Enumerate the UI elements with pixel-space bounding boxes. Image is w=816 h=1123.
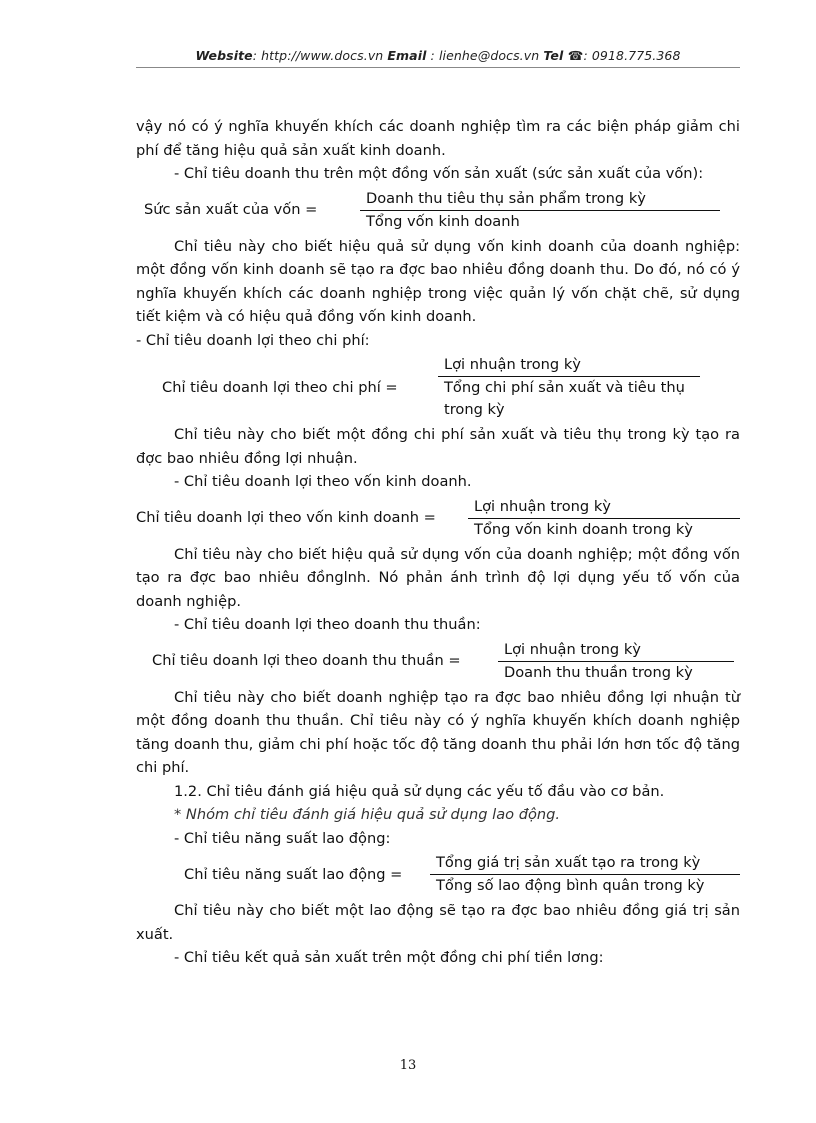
paragraph: Chỉ tiêu này cho biết hiệu quả sử dụng vốn kinh doanh của doanh nghiệp: một đồng vốn kinh doanh sẽ tạo ra đợc bao nhiêu đồng doanh thu. Do đó, nó có ý nghĩa khuyến khích các doanh nghiệp trong việc quản lý vốn chặt chẽ, sử dụng tiết kiệm và có hiệu quả đồng vốn kinh doanh.: [136, 237, 740, 325]
fraction-denominator: Doanh thu thuần trong kỳ: [498, 661, 734, 684]
fraction-numerator: Doanh thu tiêu thụ sản phẩm trong kỳ: [366, 189, 646, 207]
header-divider: [136, 67, 740, 68]
formula-label: Chỉ tiêu doanh lợi theo vốn kinh doanh =: [136, 509, 436, 527]
page-content: [136, 115, 740, 970]
website-label: Website: [195, 48, 253, 63]
section-heading: 1.2. Chỉ tiêu đánh giá hiệu quả sử dụng các yếu tố đầu vào cơ bản.: [174, 782, 665, 800]
fraction: [430, 852, 740, 897]
fraction: [438, 354, 726, 421]
formula-profit-on-cost: [162, 354, 740, 421]
fraction-numerator: Lợi nhuận trong kỳ: [444, 356, 581, 373]
formula-label: Chỉ tiêu doanh lợi theo doanh thu thuần =: [152, 652, 461, 670]
subsection-heading: * Nhóm chỉ tiêu đánh giá hiệu quả sử dụng lao động.: [174, 806, 561, 823]
formula-profit-on-capital: [136, 496, 740, 541]
paragraph: Chỉ tiêu này cho biết một đồng chi phí sản xuất và tiêu thụ trong kỳ tạo ra đợc bao nhiêu đồng lợi nhuận.: [136, 426, 740, 467]
paragraph: vậy nó có ý nghĩa khuyến khích các doanh nghiệp tìm ra các biện pháp giảm chi phí để tăng hiệu quả sản xuất kinh doanh.: [136, 118, 740, 159]
page-number: 13: [399, 1058, 417, 1073]
fraction-denominator: Tổng vốn kinh doanh trong kỳ: [468, 518, 740, 541]
formula-profit-on-revenue: [152, 639, 740, 684]
email-value[interactable]: : lienhe@docs.vn: [426, 48, 544, 63]
formula-label: Chỉ tiêu năng suất lao động =: [184, 865, 403, 883]
paragraph: - Chỉ tiêu doanh lợi theo vốn kinh doanh.: [174, 473, 472, 490]
website-url[interactable]: : http://www.docs.vn: [252, 48, 388, 63]
paragraph: Chỉ tiêu này cho biết doanh nghiệp tạo ra đợc bao nhiêu đồng lợi nhuận từ một đồng doanh thu thuần. Chỉ tiêu này có ý nghĩa khuyến khích doanh nghiệp tăng doanh thu, giảm chi phí hoặc tốc độ tăng doanh thu phải lớn hơn tốc độ tăng chi phí.: [136, 688, 740, 776]
page-header: [136, 48, 740, 63]
fraction-denominator: Tổng số lao động bình quân trong kỳ: [430, 874, 740, 897]
tel-value: : 0918.775.368: [583, 48, 681, 63]
fraction-denominator: Tổng vốn kinh doanh: [360, 210, 720, 233]
paragraph: - Chỉ tiêu doanh lợi theo chi phí:: [136, 331, 370, 349]
fraction-denominator: Tổng chi phí sản xuất và tiêu thụ trong kỳ: [438, 376, 700, 421]
paragraph: - Chỉ tiêu doanh lợi theo doanh thu thuần:: [174, 616, 481, 633]
paragraph: - Chỉ tiêu năng suất lao động:: [174, 829, 391, 847]
paragraph: Chỉ tiêu này cho biết một lao động sẽ tạo ra đợc bao nhiêu đồng giá trị sản xuất.: [136, 902, 740, 943]
paragraph: Chỉ tiêu này cho biết hiệu quả sử dụng vốn của doanh nghiệp; một đồng vốn tạo ra đợc bao nhiêu đồnglnh. Nó phản ánh trình độ lợi dụng yếu tố vốn của doanh nghiệp.: [136, 545, 740, 610]
fraction-numerator: Lợi nhuận trong kỳ: [504, 640, 641, 658]
formula-label: Chỉ tiêu doanh lợi theo chi phí =: [162, 378, 398, 396]
formula-label: Sức sản xuất của vốn =: [144, 201, 318, 219]
formula-labor-productivity: [184, 852, 740, 897]
paragraph: - Chỉ tiêu kết quả sản xuất trên một đồng chi phí tiền lơng:: [174, 949, 604, 966]
fraction-numerator: Tổng giá trị sản xuất tạo ra trong kỳ: [436, 854, 701, 871]
fraction: [360, 188, 720, 233]
fraction: [468, 496, 740, 541]
email-label: Email: [387, 48, 427, 63]
fraction-numerator: Lợi nhuận trong kỳ: [474, 497, 611, 515]
formula-capital-productivity: [144, 188, 740, 233]
tel-label: Tel ☎: [543, 48, 584, 63]
paragraph: - Chỉ tiêu doanh thu trên một đồng vốn sản xuất (sức sản xuất của vốn):: [174, 165, 704, 182]
fraction: [498, 639, 734, 684]
